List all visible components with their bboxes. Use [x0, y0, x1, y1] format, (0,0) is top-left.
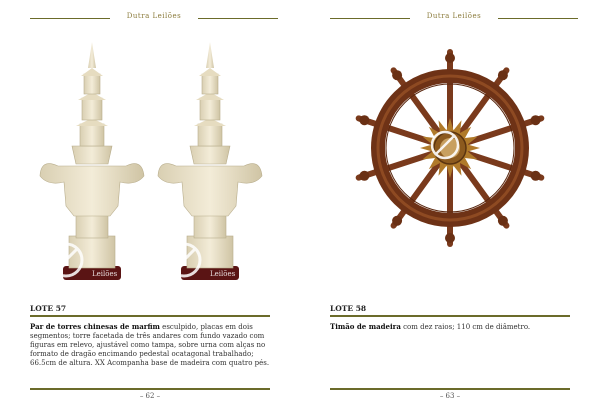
wheel-handle	[392, 216, 402, 226]
footer-rule	[30, 388, 270, 390]
lot-description	[30, 322, 270, 368]
wheel-handle	[359, 171, 369, 181]
header-title: Dutra Leilões	[126, 12, 182, 20]
header-rule-right	[498, 18, 578, 19]
page-header	[330, 12, 578, 24]
page-header	[30, 12, 278, 24]
lot-rule	[30, 315, 270, 317]
wheel-handle	[392, 70, 402, 80]
wheel-handle	[359, 115, 369, 125]
ivory-tower-left	[40, 42, 144, 280]
lot-rule	[330, 315, 570, 317]
wheel-handle	[445, 233, 455, 243]
watermark-text-right: Leilões	[210, 270, 236, 278]
ivory-tower-right	[158, 42, 262, 280]
wheel-handle	[531, 115, 541, 125]
ships-wheel-photo	[350, 48, 550, 248]
header-title: Dutra Leilões	[426, 12, 482, 20]
lot-text: com dez raios; 110 cm de diâmetro.	[400, 323, 531, 331]
lot-label: LOTE 58	[330, 304, 367, 313]
lot-label: LOTE 57	[30, 304, 67, 313]
wheel-hub	[420, 118, 480, 178]
ivory-towers-photo	[36, 36, 276, 291]
lot-text: esculpido, placas em dois segmentos; torre facetada de três andares com fundo vazado com figuras em relevo, ajustável como tampa, sobre urna com alças no formato de dragão encimando pedestal ocatagonal trabalhado; 66.5cm de altura. XX Acompanha base de madeira com quatro pés.	[30, 323, 270, 367]
wheel-handle	[498, 216, 508, 226]
wheel-handle	[445, 53, 455, 63]
page-number: – 63 –	[439, 392, 461, 400]
wheel-handle	[498, 70, 508, 80]
lot-description	[330, 322, 570, 332]
right-page	[300, 0, 600, 420]
footer-rule	[330, 388, 570, 390]
header-rule-right	[198, 18, 278, 19]
watermark-text-left: Leilões	[92, 270, 118, 278]
wheel-handle	[531, 171, 541, 181]
lot-title: Timão de madeira	[330, 322, 401, 331]
page-number: – 62 –	[139, 392, 161, 400]
lot-title: Par de torres chinesas de marfim	[30, 322, 160, 331]
